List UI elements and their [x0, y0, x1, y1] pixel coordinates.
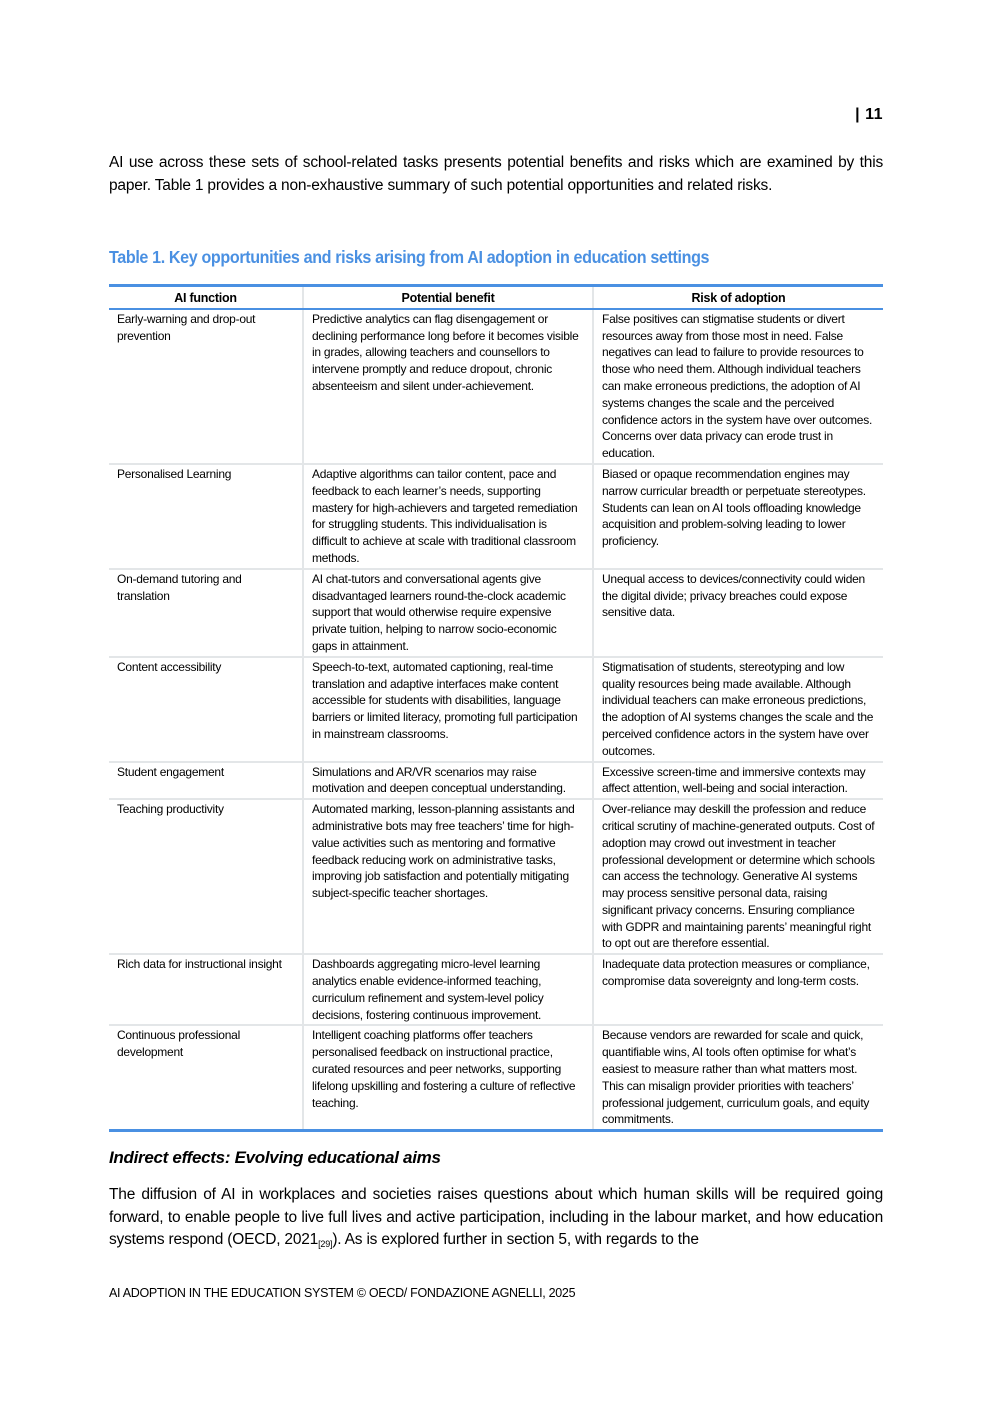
column-header-potential-benefit: Potential benefit — [303, 286, 593, 309]
cell-ai-function: Student engagement — [109, 762, 303, 800]
column-header-ai-function: AI function — [109, 286, 303, 309]
cell-ai-function: Teaching productivity — [109, 799, 303, 954]
table-row — [109, 464, 883, 569]
cell-potential-benefit: Simulations and AR/VR scenarios may raise motivation and deepen conceptual understanding. — [303, 762, 593, 800]
cell-potential-benefit: Dashboards aggregating micro-level learning analytics enable evidence-informed teaching, curriculum refinement and system-level policy decisions, fostering continuous improvement. — [303, 954, 593, 1025]
table-row — [109, 762, 883, 800]
cell-risk-of-adoption: Excessive screen-time and immersive contexts may affect attention, well-being and social interaction. — [593, 762, 883, 800]
table-title: Table 1. Key opportunities and risks arising from AI adoption in education settings — [109, 247, 710, 267]
cell-ai-function: Personalised Learning — [109, 464, 303, 569]
page-number: | 11 — [855, 106, 883, 123]
cell-potential-benefit: AI chat-tutors and conversational agents give disadvantaged learners round-the-clock academic support that would otherwise require expensive private tuition, helping to narrow socio-economic gaps in attainment. — [303, 569, 593, 657]
cell-risk-of-adoption: Biased or opaque recommendation engines may narrow curricular breadth or perpetuate stereotypes. Students can lean on AI tools offloading knowledge acquisition and problem-solving leading to lower proficiency. — [593, 464, 883, 569]
cell-potential-benefit: Speech-to-text, automated captioning, real-time translation and adaptive interfaces make content accessible for students with disabilities, language barriers or limited literacy, promoting full participation in mainstream classrooms. — [303, 657, 593, 762]
cell-risk-of-adoption: Over-reliance may deskill the profession and reduce critical scrutiny of machine-generated outputs. Cost of adoption may crowd out investment in teacher professional development or determine which schools can access the technology. Generative AI systems may process sensitive personal data, raising significant privacy concerns. Ensuring compliance with GDPR and maintaining parents’ meaningful right to opt out are therefore essential. — [593, 799, 883, 954]
opportunities-risks-table — [109, 284, 883, 1132]
table-row — [109, 309, 883, 464]
cell-ai-function: Continuous professional development — [109, 1025, 303, 1130]
cell-ai-function: On-demand tutoring and translation — [109, 569, 303, 657]
cell-ai-function: Content accessibility — [109, 657, 303, 762]
cell-ai-function: Early-warning and drop-out prevention — [109, 309, 303, 464]
table-row — [109, 799, 883, 954]
table-header-row — [109, 286, 883, 309]
cell-risk-of-adoption: Unequal access to devices/connectivity could widen the digital divide; privacy breaches could expose sensitive data. — [593, 569, 883, 657]
paragraph-text: The diffusion of AI in workplaces and societies raises questions about which human skills will be required going forward, to enable people to live full lives and active participation, including in the labour market, and how education systems respond (OECD, 2021 — [109, 1186, 883, 1248]
page-footer: AI ADOPTION IN THE EDUCATION SYSTEM © OECD/ FONDAZIONE AGNELLI, 2025 — [109, 1286, 576, 1300]
paragraph-text-continued: ). As is explored further in section 5, with regards to the — [332, 1231, 699, 1248]
table-row — [109, 1025, 883, 1130]
cell-potential-benefit: Adaptive algorithms can tailor content, pace and feedback to each learner’s needs, supporting mastery for high-achievers and targeted remediation for struggling students. This individualisation is difficult to achieve at scale with traditional classroom methods. — [303, 464, 593, 569]
column-header-risk-of-adoption: Risk of adoption — [593, 286, 883, 309]
cell-potential-benefit: Predictive analytics can flag disengagement or declining performance long before it becomes visible in grades, allowing teachers and counsellors to intervene promptly and reduce dropout, chronic absenteeism and silent under-achievement. — [303, 309, 593, 464]
cell-potential-benefit: Intelligent coaching platforms offer teachers personalised feedback on instructional practice, curated resources and peer networks, supporting lifelong upskilling and fostering a culture of reflective teaching. — [303, 1025, 593, 1130]
cell-potential-benefit: Automated marking, lesson-planning assistants and administrative bots may free teachers’ time for high-value activities such as mentoring and formative feedback reducing work on administrative tasks, improving job satisfaction and potentially mitigating subject-specific teacher shortages. — [303, 799, 593, 954]
table-row — [109, 657, 883, 762]
cell-ai-function: Rich data for instructional insight — [109, 954, 303, 1025]
section-heading: Indirect effects: Evolving educational aims — [109, 1148, 441, 1167]
cell-risk-of-adoption: Inadequate data protection measures or compliance, compromise data sovereignty and long-term costs. — [593, 954, 883, 1025]
reference-link[interactable]: [29] — [318, 1239, 333, 1249]
table-row — [109, 569, 883, 657]
body-paragraph — [109, 1184, 883, 1256]
intro-paragraph: AI use across these sets of school-related tasks presents potential benefits and risks which are examined by this paper. Table 1 provides a non-exhaustive summary of such potential opportunities and related risks. — [109, 154, 883, 194]
cell-risk-of-adoption: False positives can stigmatise students or divert resources away from those most in need. False negatives can lead to failure to provide resources to those who need them. Although individual teachers can make erroneous predictions, the adoption of AI systems changes the scale and the perceived confidence actors in the system have over outcomes. Concerns over data privacy can erode trust in education. — [593, 309, 883, 464]
cell-risk-of-adoption: Because vendors are rewarded for scale and quick, quantifiable wins, AI tools often optimise for what’s easiest to measure rather than what matters most. This can misalign provider priorities with teachers’ professional judgement, curriculum goals, and equity commitments. — [593, 1025, 883, 1130]
table-row — [109, 954, 883, 1025]
cell-risk-of-adoption: Stigmatisation of students, stereotyping and low quality resources being made available. Although individual teachers can make erroneous predictions, the adoption of AI systems changes the scale and the perceived confidence actors in the system have over outcomes. — [593, 657, 883, 762]
